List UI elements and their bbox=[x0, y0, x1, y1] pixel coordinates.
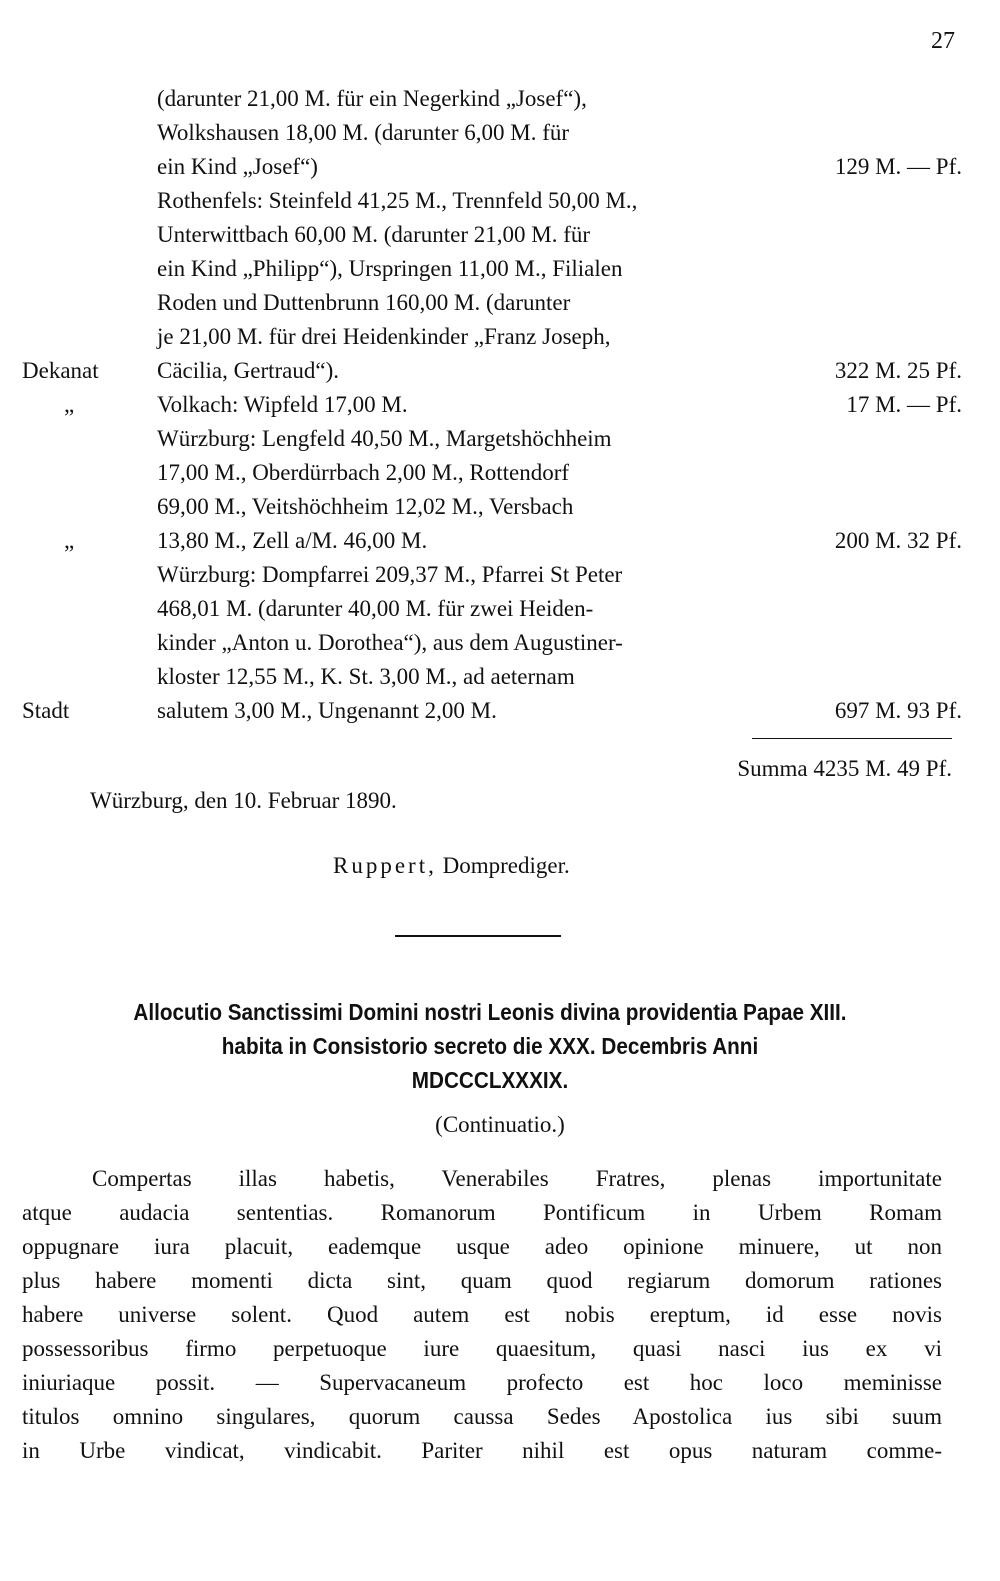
heading-line: habita in Consistorio secreto die XXX. Decembris Anni bbox=[221, 1033, 759, 1059]
entry-text bbox=[157, 388, 754, 422]
heading-line: MDCCCLXXXIX. bbox=[411, 1067, 569, 1093]
entry-line: Roden und Duttenbrunn 160,00 M. (darunter bbox=[157, 290, 571, 315]
entry-amount: 697 M. 93 Pf. bbox=[834, 698, 962, 723]
donation-entry bbox=[22, 558, 962, 728]
entry-line: kloster 12,55 M., K. St. 3,00 M., ad aeternam bbox=[157, 664, 575, 689]
entry-line: ein Kind „Philipp“), Urspringen 11,00 M., Filialen bbox=[157, 256, 623, 281]
page-number: 27 bbox=[931, 28, 955, 54]
donation-entry bbox=[22, 82, 962, 184]
entry-line: 69,00 M., Veitshöchheim 12,02 M., Versbach bbox=[157, 494, 574, 519]
paragraph-line: oppugnare iura placuit, eademque usque adeo opinione minuere, ut non bbox=[22, 1234, 942, 1259]
entry-line: 468,01 M. (darunter 40,00 M. für zwei Heiden- bbox=[157, 596, 594, 621]
donation-entry bbox=[22, 184, 962, 388]
entry-line: ein Kind „Josef“) bbox=[157, 154, 318, 179]
entry-amount: 200 M. 32 Pf. bbox=[834, 528, 962, 553]
donation-entry bbox=[22, 388, 962, 422]
section-heading bbox=[67, 995, 913, 1097]
paragraph-line: atque audacia sententias. Romanorum Pontificum in Urbem Romam bbox=[22, 1200, 942, 1225]
heading-line: Allocutio Sanctissimi Domini nostri Leonis divina providentia Papae XIII. bbox=[133, 999, 847, 1025]
entry-line: Rothenfels: Steinfeld 41,25 M., Trennfeld 50,00 M., bbox=[157, 188, 638, 213]
entry-place-label: „ bbox=[64, 392, 75, 417]
entry-line: Unterwittbach 60,00 M. (darunter 21,00 M. für bbox=[157, 222, 591, 247]
entry-text bbox=[157, 558, 754, 728]
entry-line: Würzburg: Lengfeld 40,50 M., Margetshöchheim bbox=[157, 426, 612, 451]
entry-line: (darunter 21,00 M. für ein Negerkind „Josef“), bbox=[157, 86, 587, 111]
entry-text bbox=[157, 422, 754, 558]
entry-place-label: Stadt bbox=[22, 698, 70, 723]
entry-place-label: Dekanat bbox=[22, 358, 99, 383]
entry-line: salutem 3,00 M., Ungenannt 2,00 M. bbox=[157, 698, 497, 723]
body-paragraph bbox=[22, 1162, 942, 1468]
section-subheading: (Continuatio.) bbox=[435, 1112, 565, 1137]
entry-line: Würzburg: Dompfarrei 209,37 M., Pfarrei St Peter bbox=[157, 562, 623, 587]
donation-list bbox=[22, 82, 962, 728]
sum-rule bbox=[752, 738, 952, 739]
entry-line: Cäcilia, Gertraud“). bbox=[157, 358, 339, 383]
place-date: Würzburg, den 10. Februar 1890. bbox=[90, 788, 397, 813]
paragraph-line: iniuriaque possit. — Supervacaneum profecto est hoc loco meminisse bbox=[22, 1370, 942, 1395]
donation-entry bbox=[22, 422, 962, 558]
entry-amount: 129 M. — Pf. bbox=[834, 154, 962, 179]
paragraph-line: Compertas illas habetis, Venerabiles Fratres, plenas importunitate bbox=[92, 1166, 942, 1191]
entry-text bbox=[157, 184, 754, 388]
paragraph-line: titulos omnino singulares, quorum caussa Sedes Apostolica ius sibi suum bbox=[22, 1404, 942, 1429]
entry-line: kinder „Anton u. Dorothea“), aus dem Augustiner- bbox=[157, 630, 623, 655]
paragraph-line: in Urbe vindicat, vindicabit. Pariter nihil est opus naturam comme- bbox=[22, 1438, 942, 1463]
paragraph-line: plus habere momenti dicta sint, quam quod regiarum domorum rationes bbox=[22, 1268, 942, 1293]
paragraph-line: possessoribus firmo perpetuoque iure quaesitum, quasi nasci ius ex vi bbox=[22, 1336, 942, 1361]
entry-amount: 322 M. 25 Pf. bbox=[834, 358, 962, 383]
entry-line: Wolkshausen 18,00 M. (darunter 6,00 M. für bbox=[157, 120, 570, 145]
signature-title: Domprediger. bbox=[442, 853, 570, 878]
entry-line: 13,80 M., Zell a/M. 46,00 M. bbox=[157, 528, 428, 553]
entry-amount: 17 M. — Pf. bbox=[846, 392, 962, 417]
section-divider bbox=[395, 935, 561, 937]
entry-line: je 21,00 M. für drei Heidenkinder „Franz Joseph, bbox=[157, 324, 611, 349]
paragraph-line: habere universe solent. Quod autem est nobis ereptum, id esse novis bbox=[22, 1302, 942, 1327]
entry-line: 17,00 M., Oberdürrbach 2,00 M., Rottendorf bbox=[157, 460, 570, 485]
signature bbox=[333, 853, 570, 879]
entry-line: Volkach: Wipfeld 17,00 M. bbox=[157, 392, 408, 417]
sum-total: Summa 4235 M. 49 Pf. bbox=[737, 756, 952, 781]
entry-place-label: „ bbox=[64, 528, 75, 553]
signature-name: Ruppert, bbox=[333, 853, 437, 878]
entry-text bbox=[157, 82, 754, 184]
